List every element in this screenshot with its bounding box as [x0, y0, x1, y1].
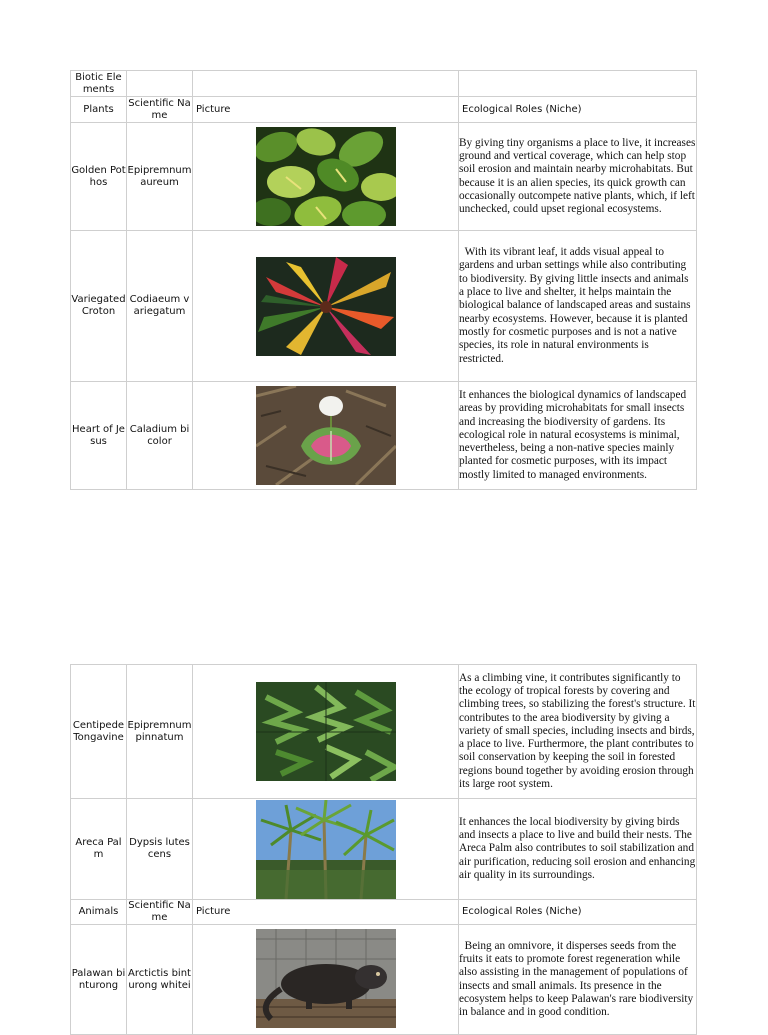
plants-subheader-row [71, 97, 697, 123]
picture-cell [193, 231, 459, 382]
biotic-elements-header: Biotic Elements [71, 71, 127, 97]
picture-cell [193, 925, 459, 1035]
plants-table [70, 70, 697, 490]
variegated-croton-photo [256, 257, 396, 356]
table-row [71, 665, 697, 799]
plant-name: Centipede Tongavine [71, 665, 127, 799]
areca-palm-photo [256, 800, 396, 899]
table-header-row [71, 71, 697, 97]
ecological-role: Being an omnivore, it disperses seeds from the fruits it eats to promote forest regeneration while also assisting in the management of populations of insects and small animals. Its presence in the ecosystem helps to keep Palawan's rare biodiversity in balance and in good condition. [459, 925, 697, 1035]
animal-name: Palawan binturong [71, 925, 127, 1035]
picture-cell [193, 799, 459, 900]
table-row [71, 382, 697, 490]
ecological-role: It enhances the local biodiversity by giving birds and insects a place to live and build their nests. The Areca Palm also contributes to soil stabilization and air purification, reducing soil erosion and enhancing air quality in its surroundings. [459, 799, 697, 900]
picture-header: Picture [193, 97, 459, 123]
header-empty-cell [459, 71, 697, 97]
header-empty-cell [127, 71, 193, 97]
scientific-name: Caladium bicolor [127, 382, 193, 490]
ecological-role: With its vibrant leaf, it adds visual appeal to gardens and urban settings while also contributing to biodiversity. By giving little insects and animals a place to live and shelter, it helps maintain the biological balance of landscaped areas and sustains nearby ecosystems. However, because it is planted mostly for cosmetic purposes and is not a native species, its role in natural environments is restricted. [459, 231, 697, 382]
golden-pothos-photo [256, 127, 396, 226]
palawan-binturong-photo [256, 929, 396, 1028]
ecological-role: As a climbing vine, it contributes significantly to the ecology of tropical forests by covering and climbing trees, so stabilizing the forest's structure. It contributes to the area biodiversity by giving a variety of small species, including insects and birds, a place to live. Furthermore, the plant contributes to soil conservation by keeping the soil in forested regions bound together by avoiding erosion through its large root system. [459, 665, 697, 799]
scientific-name: Codiaeum variegatum [127, 231, 193, 382]
ecological-roles-header: Ecological Roles (Niche) [459, 900, 697, 925]
ecological-role: By giving tiny organisms a place to live, it increases ground and vertical coverage, which can help stop soil erosion and maintain nearby microhabitats. But because it is an alien species, its quick growth can occasionally outcompete native plants, which, if left unchecked, could upset regional ecosystems. [459, 123, 697, 231]
scientific-name-header: Scientific Name [128, 900, 191, 923]
plant-name: Heart of Jesus [71, 382, 127, 490]
animals-subheader-row [71, 900, 697, 925]
plants-header: Plants [71, 97, 127, 123]
animals-header: Animals [71, 900, 127, 925]
picture-header: Picture [193, 900, 459, 925]
table-row [71, 925, 697, 1035]
table-row [71, 231, 697, 382]
table-row [71, 799, 697, 900]
picture-cell [193, 123, 459, 231]
scientific-name-header: Scientific Name [128, 97, 191, 121]
centipede-tongavine-photo [256, 682, 396, 781]
header-empty-cell [193, 71, 459, 97]
ecological-role: It enhances the biological dynamics of landscaped areas by providing microhabitats for small insects and increasing the biodiversity of gardens. Its ecological role in natural ecosystems is minimal, nevertheless, being a non-native species mainly planted for cosmetic purposes, with its impact mostly limited to managed environments. [459, 382, 697, 490]
heart-of-jesus-photo [256, 386, 396, 485]
plants-animals-table [70, 664, 697, 1035]
scientific-name: Epipremnum aureum [127, 123, 193, 231]
ecological-roles-header: Ecological Roles (Niche) [459, 97, 697, 123]
plant-name: Areca Palm [71, 799, 127, 900]
table-row [71, 123, 697, 231]
scientific-name: Arctictis binturong whitei [127, 925, 193, 1035]
picture-cell [193, 665, 459, 799]
scientific-name: Epipremnum pinnatum [127, 665, 193, 799]
plant-name: Variegated Croton [71, 231, 127, 382]
picture-cell [193, 382, 459, 490]
scientific-name: Dypsis lutescens [127, 799, 193, 900]
plant-name: Golden Pothos [71, 123, 127, 231]
